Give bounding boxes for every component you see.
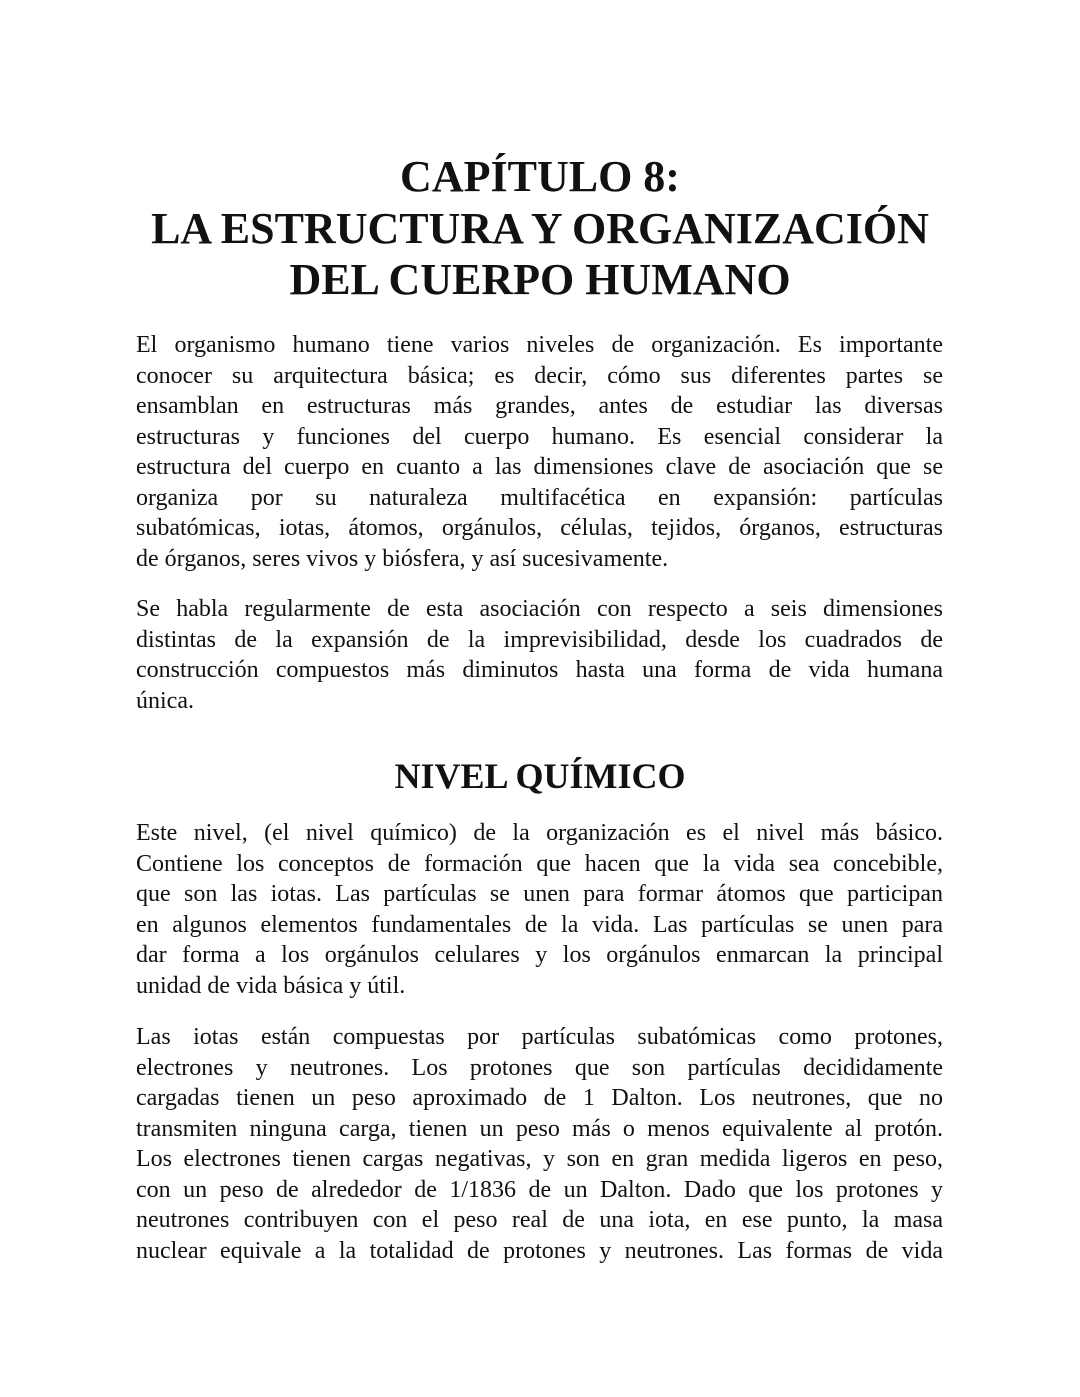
text-line: subatómicas, iotas, átomos, orgánulos, células, tejidos, órganos, estructuras bbox=[136, 515, 943, 541]
paragraph-particles bbox=[136, 1022, 943, 1266]
text-line: cargadas tienen un peso aproximado de 1 Dalton. Los neutrones, que no bbox=[136, 1085, 943, 1111]
text-line: neutrones contribuyen con el peso real de una iota, en ese punto, la masa bbox=[136, 1207, 943, 1233]
text-line: transmiten ninguna carga, tienen un peso más o menos equivalente al protón. bbox=[136, 1115, 943, 1142]
text-line: única. bbox=[136, 687, 194, 714]
paragraph-dimensions bbox=[136, 594, 943, 716]
text-line: organiza por su naturaleza multifacética en expansión: partículas bbox=[136, 484, 943, 511]
chapter-title-line: LA ESTRUCTURA Y ORGANIZACIÓN bbox=[151, 203, 929, 253]
text-line: nuclear equivale a la totalidad de protones y neutrones. Las formas de vida bbox=[136, 1237, 943, 1264]
text-line: El organismo humano tiene varios niveles de organización. Es importante bbox=[136, 332, 943, 358]
paragraph-intro bbox=[136, 330, 943, 574]
text-line: Los electrones tienen cargas negativas, y son en gran medida ligeros en peso, bbox=[136, 1146, 943, 1172]
text-line: ensamblan en estructuras más grandes, antes de estudiar las diversas bbox=[136, 393, 943, 419]
text-line: estructura del cuerpo en cuanto a las dimensiones clave de asociación que se bbox=[136, 454, 943, 480]
text-line: electrones y neutrones. Los protones que son partículas decididamente bbox=[136, 1054, 943, 1081]
paragraph-chemical-level bbox=[136, 818, 943, 1001]
text-line: Las iotas están compuestas por partículas subatómicas como protones, bbox=[136, 1024, 943, 1050]
text-line: Contiene los conceptos de formación que hacen que la vida sea concebible, bbox=[136, 850, 943, 877]
text-line: de órganos, seres vivos y biósfera, y así sucesivamente. bbox=[136, 545, 669, 572]
text-line: en algunos elementos fundamentales de la vida. Las partículas se unen para bbox=[136, 911, 943, 938]
text-line: Se habla regularmente de esta asociación con respecto a seis dimensiones bbox=[136, 596, 943, 622]
text-line: conocer su arquitectura básica; es decir, cómo sus diferentes partes se bbox=[136, 362, 943, 389]
text-line: unidad de vida básica y útil. bbox=[136, 972, 406, 999]
text-line: distintas de la expansión de la imprevisibilidad, desde los cuadrados de bbox=[136, 626, 943, 653]
chapter-title-line: DEL CUERPO HUMANO bbox=[289, 255, 791, 304]
text-line: dar forma a los orgánulos celulares y los orgánulos enmarcan la principal bbox=[136, 942, 943, 968]
text-line: estructuras y funciones del cuerpo humano. Es esencial considerar la bbox=[136, 423, 943, 450]
text-line: Este nivel, (el nivel químico) de la organización es el nivel más básico. bbox=[136, 820, 943, 846]
section-heading: NIVEL QUÍMICO bbox=[394, 756, 686, 796]
chapter-title-line: CAPÍTULO 8: bbox=[400, 152, 680, 201]
chapter-title bbox=[0, 151, 1080, 306]
text-line: construcción compuestos más diminutos hasta una forma de vida humana bbox=[136, 657, 943, 683]
text-line: con un peso de alrededor de 1/1836 de un Dalton. Dado que los protones y bbox=[136, 1176, 943, 1203]
text-line: que son las iotas. Las partículas se unen para formar átomos que participan bbox=[136, 881, 943, 907]
